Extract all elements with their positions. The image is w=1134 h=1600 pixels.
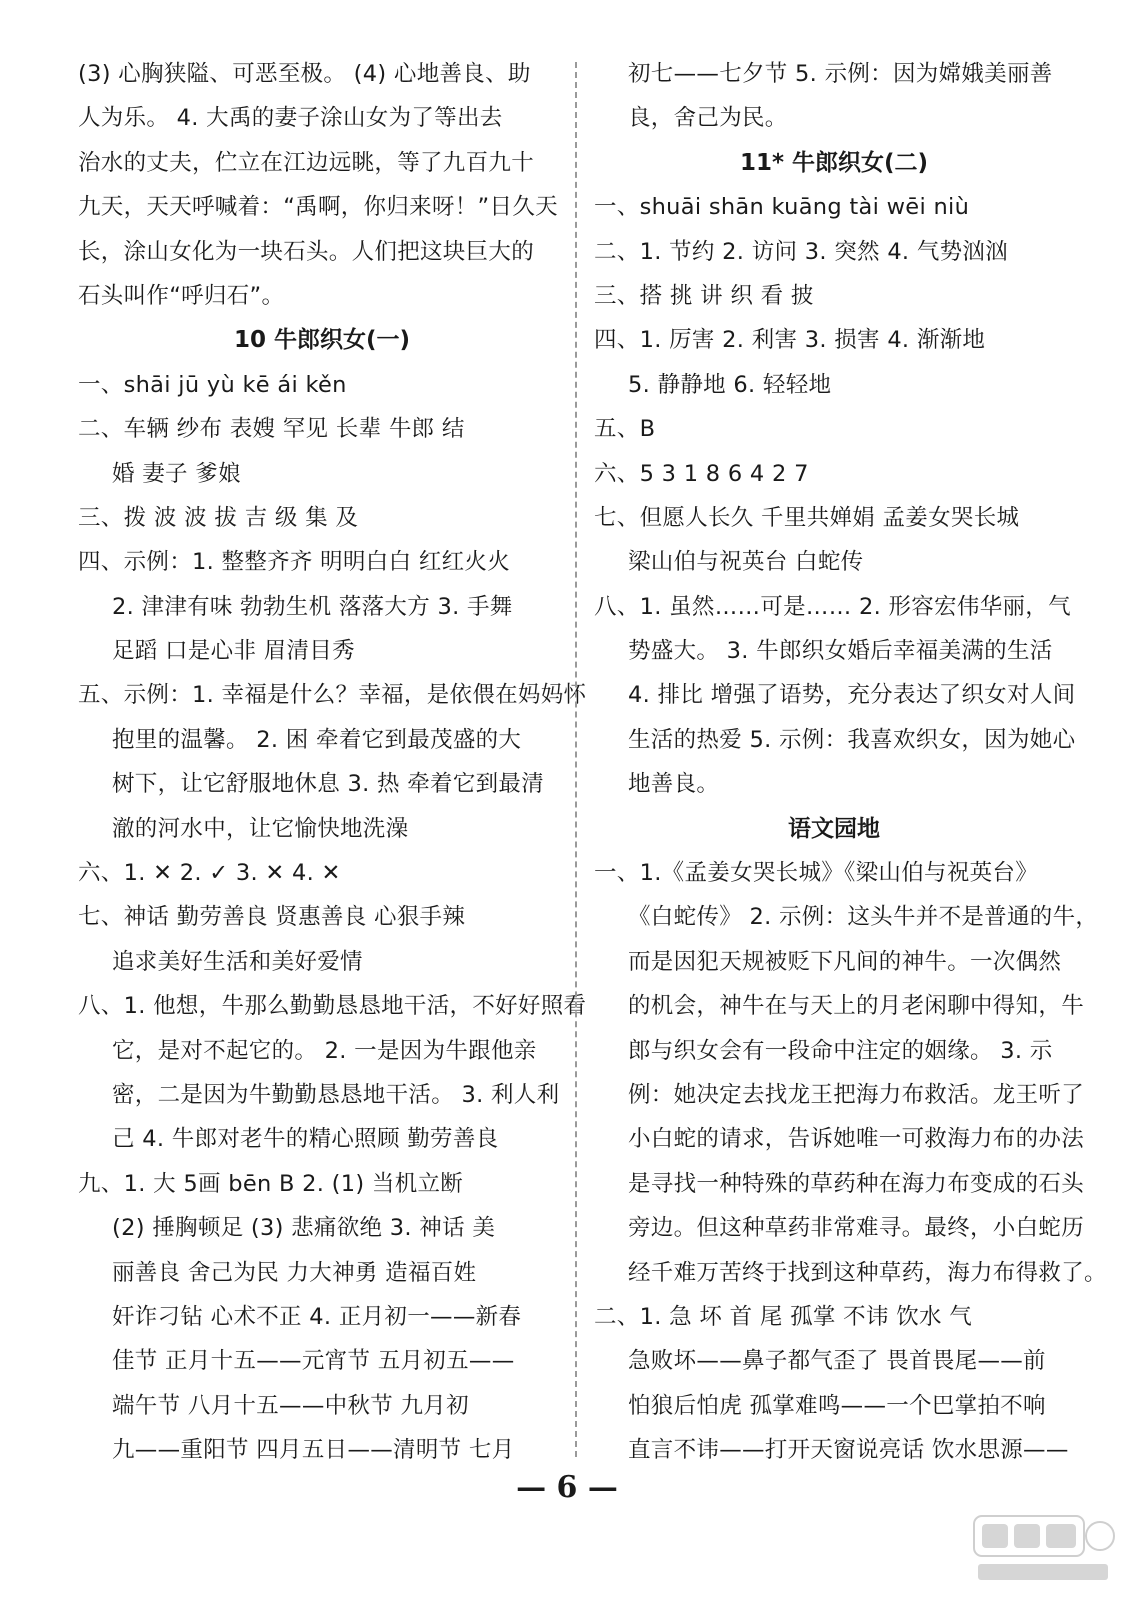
answer-line: 足蹈 口是心非 眉清目秀	[112, 638, 355, 665]
answer-line: 七、但愿人长久 千里共婵娟 孟姜女哭长城	[594, 504, 1020, 531]
section-title: 语文园地	[788, 815, 880, 842]
answer-line: 直言不讳——打开天窗说亮话 饮水思源——	[628, 1437, 1069, 1464]
section-title: 10 牛郎织女(一)	[233, 327, 411, 354]
answer-line: 一、1.《孟姜女哭长城》《梁山伯与祝英台》	[594, 860, 1039, 887]
answer-line: 例：她决定去找龙王把海力布救活。龙王听了	[628, 1081, 1085, 1108]
answer-line: 二、1. 急 坏 首 尾 孤掌 不讳 饮水 气	[594, 1303, 973, 1330]
section-title: 11* 牛郎织女(二)	[739, 149, 929, 176]
answer-line: 四、示例：1. 整整齐齐 明明白白 红红火火	[78, 549, 511, 576]
left-column	[78, 52, 587, 1473]
answer-line: 九天，天天呼喊着：“禹啊，你归来呀！”日久天	[78, 194, 558, 221]
answer-line: 它，是对不起它的。 2. 一是因为牛跟他亲	[112, 1037, 537, 1064]
answer-line: 经千难万苦终于找到这种草药，海力布得救了。	[628, 1259, 1107, 1286]
answer-line: 治水的丈夫，伫立在江边远眺，等了九百九十	[78, 149, 535, 176]
answer-line: 旁边。但这种草药非常难寻。最终，小白蛇历	[628, 1215, 1085, 1242]
column-divider	[575, 62, 577, 1457]
answer-line: 追求美好生活和美好爱情	[112, 948, 363, 975]
answer-line: 六、1. ✕ 2. ✓ 3. ✕ 4. ✕	[78, 860, 341, 887]
answer-line: 佳节 正月十五——元宵节 五月初五——	[112, 1348, 515, 1375]
answer-line: 二、车辆 纱布 表嫂 罕见 长辈 牛郎 结	[78, 416, 465, 443]
answer-line: 八、1. 他想，牛那么勤勤恳恳地干活，不好好照看	[78, 993, 587, 1020]
answer-line: 4. 排比 增强了语势，充分表达了织女对人间	[628, 682, 1076, 709]
answer-line: 怕狼后怕虎 孤掌难鸣——一个巴掌拍不响	[628, 1392, 1046, 1419]
answer-line: 人为乐。 4. 大禹的妻子涂山女为了等出去	[78, 105, 503, 132]
answer-line: 九——重阳节 四月五日——清明节 七月	[112, 1437, 515, 1464]
answer-line: 二、1. 节约 2. 访问 3. 突然 4. 气势汹汹	[594, 238, 1009, 265]
answer-line: 梁山伯与祝英台 白蛇传	[628, 549, 864, 576]
answer-line: 小白蛇的请求，告诉她唯一可救海力布的办法	[628, 1126, 1085, 1153]
answer-line: 九、1. 大 5画 bēn B 2. (1) 当机立断	[78, 1170, 464, 1197]
answer-line: 丽善良 舍己为民 力大神勇 造福百姓	[112, 1259, 477, 1286]
answer-line: 三、拨 波 波 拔 吉 级 集 及	[78, 504, 359, 531]
answer-line: 长，涂山女化为一块石头。人们把这块巨大的	[78, 238, 535, 265]
answer-line: 急败坏——鼻子都气歪了 畏首畏尾——前	[628, 1348, 1046, 1375]
answer-line: 是寻找一种特殊的草药种在海力布变成的石头	[628, 1170, 1085, 1197]
answer-line: 六、5 3 1 8 6 4 2 7	[594, 460, 809, 487]
answer-line: 一、shāi jū yù kē ái kěn	[78, 371, 347, 398]
answer-line: 势盛大。 3. 牛郎织女婚后幸福美满的生活	[628, 638, 1053, 665]
right-column	[594, 52, 1107, 1473]
answer-line: 八、1. 虽然……可是…… 2. 形容宏伟华丽，气	[594, 593, 1071, 620]
answer-line: 端午节 八月十五——中秋节 九月初	[112, 1392, 469, 1419]
answer-line: 七、神话 勤劳善良 贤惠善良 心狠手辣	[78, 904, 466, 931]
answer-line: 一、shuāi shān kuāng tài wēi niù	[594, 194, 970, 221]
answer-line: 婚 妻子 爹娘	[112, 460, 241, 487]
answer-line: 抱里的温馨。 2. 困 牵着它到最茂盛的大	[112, 726, 522, 753]
answer-line: 而是因犯天规被贬下凡间的神牛。一次偶然	[628, 948, 1062, 975]
answer-line: 初七——七夕节 5. 示例：因为嫦娥美丽善	[628, 61, 1053, 87]
answer-line: 五、B	[594, 416, 656, 443]
watermark-logo	[968, 1510, 1118, 1588]
answer-line: (2) 捶胸顿足 (3) 悲痛欲绝 3. 神话 美	[112, 1215, 496, 1242]
answer-line: 三、搭 挑 讲 织 看 披	[594, 282, 814, 309]
answer-line: 己 4. 牛郎对老牛的精心照顾 勤劳善良	[112, 1126, 499, 1153]
answer-line: 地善良。	[628, 771, 720, 798]
answer-line: 四、1. 厉害 2. 利害 3. 损害 4. 渐渐地	[594, 327, 986, 354]
answer-line: 奸诈刁钻 心术不正 4. 正月初一——新春	[112, 1303, 522, 1330]
answer-line: 五、示例：1. 幸福是什么？幸福，是依偎在妈妈怀	[78, 682, 587, 709]
answer-line: 树下，让它舒服地休息 3. 热 牵着它到最清	[112, 771, 545, 798]
answer-line: 《白蛇传》 2. 示例：这头牛并不是普通的牛，	[628, 904, 1099, 931]
answer-line: 的机会，神牛在与天上的月老闲聊中得知，牛	[628, 993, 1085, 1020]
answer-line: (3) 心胸狭隘、可恶至极。 (4) 心地善良、助	[78, 61, 531, 87]
answer-line: 澈的河水中，让它愉快地洗澡	[112, 815, 409, 842]
answer-line: 密，二是因为牛勤勤恳恳地干活。 3. 利人利	[112, 1081, 560, 1108]
answer-line: 石头叫作“呼归石”。	[78, 282, 285, 309]
answer-line: 良，舍己为民。	[628, 105, 788, 132]
answer-line: 郎与织女会有一段命中注定的姻缘。 3. 示	[628, 1037, 1053, 1064]
answer-line: 5. 静静地 6. 轻轻地	[628, 371, 832, 398]
page-number: — 6 —	[516, 1470, 618, 1505]
answer-line: 生活的热爱 5. 示例：我喜欢织女，因为她心	[628, 726, 1076, 753]
answer-line: 2. 津津有味 勃勃生机 落落大方 3. 手舞	[112, 593, 513, 620]
